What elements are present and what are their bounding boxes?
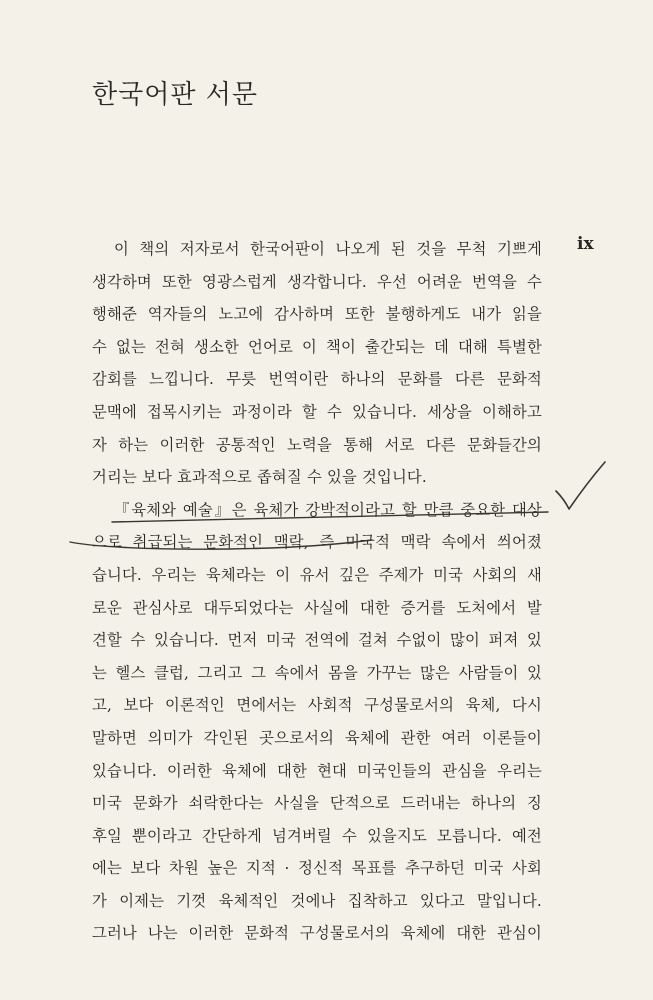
text-line: 그러나 나는 이러한 문화적 구성물로서의 육체에 대한 관심이 [92,924,542,943]
text-line: 『육체와 예술』은 육체가 강박적이라고 할 만큼 중요한 대상 [114,500,542,519]
text-line: 에는 보다 차원 높은 지적 · 정신적 목표를 추구하던 미국 사회 [92,859,542,878]
text-line: 거리는 보다 효과적으로 좁혀질 수 있을 것입니다. [92,468,427,487]
text-line: 감회를 느낍니다. 무릇 번역이란 하나의 문화를 다른 문화적 [92,370,542,389]
text-line: 행해준 역자들의 노고에 감사하며 또한 불행하게도 내가 읽을 [92,305,542,324]
page-number: ix [577,234,594,254]
text-line: 문맥에 접목시키는 과정이라 할 수 있습니다. 세상을 이해하고 [92,402,542,421]
text-line: 후일 뿐이라고 간단하게 넘겨버릴 수 있을지도 모릅니다. 예전 [92,826,542,845]
text-line: 이 책의 저자로서 한국어판이 나오게 된 것을 무척 기쁘게 [114,240,542,258]
text-line: 고, 보다 이론적인 면에서는 사회적 구성물로서의 육체, 다시 [92,696,542,715]
text-line: 있습니다. 이러한 육체에 대한 현대 미국인들의 관심을 우리는 [92,761,542,780]
page-heading: 한국어판 서문 [92,80,258,110]
checkmark-icon [556,462,605,509]
text-line: 견할 수 있습니다. 먼저 미국 전역에 걸쳐 수없이 많이 퍼져 있 [92,631,542,650]
body-text [92,233,542,950]
text-line: 자 하는 이러한 공통적인 노력을 통해 서로 다른 문화들간의 [92,435,542,454]
text-line: 미국 문화가 쇠락한다는 사실을 단적으로 드러내는 하나의 징 [92,794,542,813]
text-line: 로운 관심사로 대두되었다는 사실에 대한 증거를 도처에서 발 [92,598,542,617]
text-line: 생각하며 또한 영광스럽게 생각합니다. 우선 어려운 번역을 수 [92,272,542,291]
text-line: 는 헬스 클럽, 그리고 그 속에서 몸을 가꾸는 많은 사람들이 있 [92,663,542,682]
text-line: 말하면 의미가 각인된 곳으로서의 육체에 관한 여러 이론들이 [92,728,542,747]
text-line: 수 없는 전혀 생소한 언어로 이 책이 출간되는 데 대해 특별한 [92,337,542,356]
text-line: 습니다. 우리는 육체라는 이 유서 깊은 주제가 미국 사회의 새 [92,565,542,584]
text-line: 으로 취급되는 문화적인 맥락, 즉 미국적 맥락 속에서 씌어졌 [92,533,542,552]
text-line: 가 이제는 기껏 육체적인 것에나 집착하고 있다고 말입니다. [92,891,542,910]
